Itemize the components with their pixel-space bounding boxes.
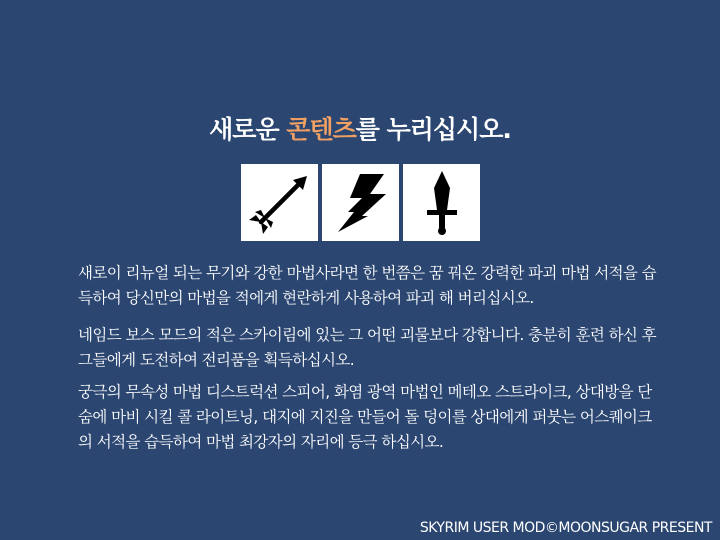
footer-credit: SKYRIM USER MOD©MOONSUGAR PRESENT	[419, 520, 712, 536]
icon-row	[241, 164, 480, 241]
slide-title	[0, 110, 720, 146]
sword-icon	[403, 164, 480, 241]
title-prefix: 새로운	[209, 115, 287, 144]
paragraph-ultimate: 궁극의 무속성 마법 디스트럭션 스피어, 화염 광역 마법인 메테오 스트라이크, 상대방을 단 숨에 마비 시킬 콜 라이트닝, 대지에 지진을 만들어 돌 덩이를 상대에게 퍼붓는 어스퀘이크의 서적을 습득하여 마법 최강자의 자리에 등극 하십시오.	[78, 383, 652, 451]
lightning-icon	[322, 164, 399, 241]
title-suffix: 를 누리십시오.	[355, 115, 511, 144]
title-highlight: 콘텐츠	[286, 115, 356, 144]
arrow-icon	[241, 164, 318, 241]
paragraph-boss: 네임드 보스 모드의 적은 스카이림에 있는 그 어떤 괴물보다 강합니다. 충분히 훈련 하신 후 그들에게 도전하여 전리품을 획득하십시오.	[78, 326, 657, 369]
paragraph-weapons: 새로이 리뉴얼 되는 무기와 강한 마법사라면 한 번쯤은 꿈 꿔온 강력한 파괴 마법 서적을 습득하여 당신만의 마법을 적에게 현란하게 사용하여 파괴 해 버리십시오.	[78, 264, 657, 307]
